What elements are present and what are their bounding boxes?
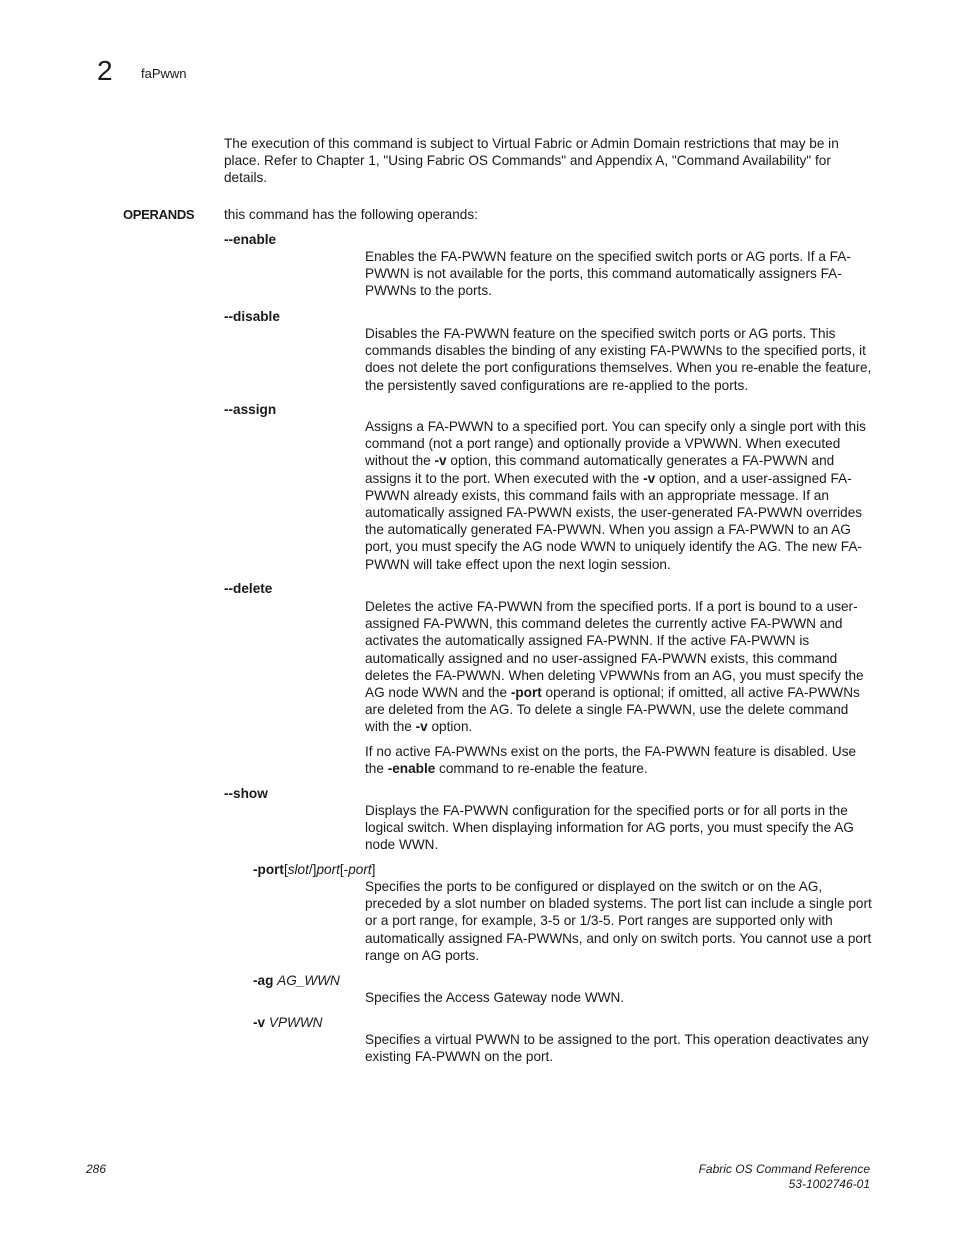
v-flag: -v: [253, 1015, 266, 1030]
delete-text-2: operand is optional; if omitted, all active FA-PWWNs are deleted from the AG. To delete a single FA-PWWN, use the delete command with the: [365, 685, 860, 735]
chapter-number: 2: [97, 55, 113, 86]
delete-note-text-1: If no active FA-PWWNs exist on the ports, the FA-PWWN feature is disabled. Use the: [365, 744, 857, 777]
delete-note-text-2: command to re-enable the feature.: [435, 761, 648, 777]
operand-disable-description: Disables the FA-PWWN feature on the specified switch ports or AG ports. This commands disables the binding of any existing FA-PWWNs to the specified ports, it does not delete the port configurations themselves. When you re-enable the feature, the persistently saved configurations are re-applied to the ports.: [365, 326, 872, 393]
port-flag: -port: [253, 862, 284, 877]
assign-text-1: Assigns a FA-PWWN to a specified port. You can specify only a single port with this command (not a port range) and optionally provide a VPWWN. When executed without the: [365, 419, 866, 469]
page-number: 286: [86, 1162, 107, 1176]
delete-text-1: Deletes the active FA-PWWN from the specified ports. If a port is bound to a user-assigned FA-PWWN, this command deletes the currently active FA-PWWN and activates the automatically assigned FA-PWNN. If the active FA-PWWN is automatically assigned and no user-assigned FA-PWWN exists, this command deletes the FA-PWWN. When deleting VPWWNs from an AG, you must specify the AG node WWN and the: [365, 599, 864, 701]
delete-text-3: option.: [427, 719, 473, 735]
port-bracket-3: [-: [339, 862, 349, 877]
running-title: faPwwn: [141, 66, 187, 81]
operand-delete-note: [365, 743, 875, 777]
operand-ag-term: [253, 972, 340, 989]
operand-v-description: Specifies a virtual PWWN to be assigned to the port. This operation deactivates any existing FA-PWWN on the port.: [365, 1032, 869, 1065]
assign-flag-v: -v: [434, 453, 447, 469]
port-port-arg: port: [316, 862, 340, 877]
operand-port-description: Specifies the ports to be configured or displayed on the switch or on the AG, preceded by a slot number on bladed systems. The port list can include a single port or a port range, for example, 3-5 or 1/3-5. Port ranges are supported only with automatically assigned FA-PWWNs, and only on switch ports. You cannot use a port range on AG ports.: [365, 879, 872, 963]
operand-show-description: Displays the FA-PWWN configuration for the specified ports or for all ports in the logical switch. When displaying information for AG ports, you must specify the AG node WWN.: [365, 803, 854, 853]
footer-doc-info: [699, 1162, 870, 1192]
operands-intro: this command has the following operands:: [224, 207, 478, 222]
operand-enable-term: --enable: [224, 232, 277, 247]
operand-assign-description: [365, 418, 875, 573]
delete-note-flag-enable: -enable: [387, 761, 436, 777]
delete-flag-port: -port: [510, 685, 542, 701]
footer-doc-number: 53-1002746-01: [788, 1177, 870, 1191]
operand-delete-description: [365, 598, 875, 736]
assign-flag-v-2: -v: [643, 470, 656, 486]
operands-label: OPERANDS: [123, 207, 195, 222]
operand-port-term: [253, 861, 375, 878]
v-arg: VPWWN: [268, 1015, 323, 1030]
ag-flag: -ag: [253, 973, 274, 988]
delete-flag-v: -v: [415, 719, 428, 735]
operand-disable-term: --disable: [224, 309, 280, 324]
footer-title: Fabric OS Command Reference: [698, 1162, 870, 1176]
operand-ag-description: Specifies the Access Gateway node WWN.: [365, 990, 625, 1005]
port-port-arg-2: port: [348, 862, 372, 877]
operand-delete-term: --delete: [224, 581, 273, 596]
operand-assign-term: --assign: [224, 402, 277, 417]
assign-text-3: option, and a user-assigned FA-PWWN already exists, this command fails with an appropriate message. If an automatically assigned FA-PWWN exists, the user-generated FA-PWWN overrides the automatically generated FA-PWWN. When you assign a FA-PWWN to an AG port, you must specify the AG node WWN to uniquely identify the AG. The new FA-PWWN will take effect upon the next login session.: [365, 470, 863, 572]
operand-v-term: [253, 1014, 323, 1031]
operand-enable-description: Enables the FA-PWWN feature on the specified switch ports or AG ports. If a FA-PWWN is not available for the ports, this command automatically assigners FA-PWWNs to the ports.: [365, 249, 851, 299]
port-bracket-2: /]: [308, 862, 317, 877]
assign-text-2: option, this command automatically generates a FA-PWWN and assigns it to the port. When executed with the: [365, 453, 835, 486]
operand-show-term: --show: [224, 786, 268, 801]
intro-paragraph: The execution of this command is subject to Virtual Fabric or Admin Domain restrictions that may be in place. Refer to Chapter 1, "Using Fabric OS Commands" and Appendix A, "Command Availability" for details.: [224, 136, 839, 186]
port-slot-arg: slot: [287, 862, 309, 877]
ag-arg: AG_WWN: [277, 973, 340, 988]
port-bracket-4: ]: [371, 862, 376, 877]
port-bracket-1: [: [283, 862, 288, 877]
